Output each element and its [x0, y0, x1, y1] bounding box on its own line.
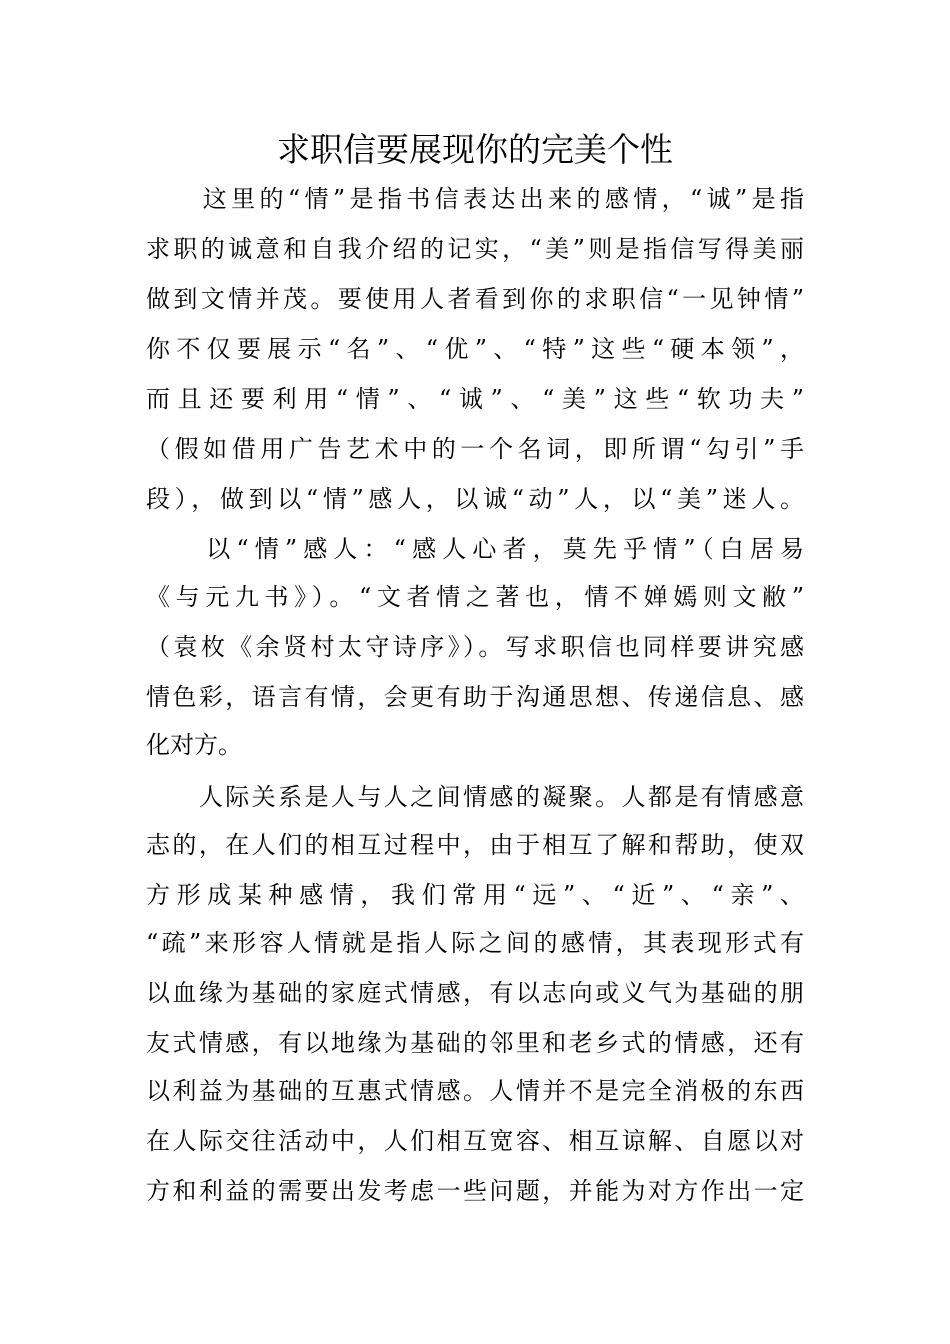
text-line-14: 志的，在人们的相互过程中，由于相互了解和帮助，使双: [146, 831, 804, 859]
text-line-1: 这里的“情”是指书信表达出来的感情，“诚”是指: [146, 185, 804, 213]
text-line-15: 方形成某种感情，我们常用“远”、“近”、“亲”、: [146, 881, 804, 909]
text-line-8: 以“情”感人：“感人心者，莫先乎情”（白居易: [146, 535, 804, 563]
text-line-12: 化对方。: [146, 731, 242, 759]
text-line-16: “疏”来形容人情就是指人际之间的感情，其表现形式有: [146, 929, 804, 957]
text-line-19: 以利益为基础的互惠式情感。人情并不是完全消极的东西: [146, 1077, 804, 1105]
text-line-3: 做到文情并茂。要使用人者看到你的求职信“一见钟情”: [146, 285, 804, 313]
text-line-2: 求职的诚意和自我介绍的记实，“美”则是指信写得美丽: [146, 235, 804, 263]
text-line-6: （假如借用广告艺术中的一个名词，即所谓“勾引”手: [146, 435, 804, 463]
text-line-9: 《与元九书》）。“文者情之著也，情不婵嫣则文敝”: [146, 583, 804, 611]
text-line-17: 以血缘为基础的家庭式情感，有以志向或义气为基础的朋: [146, 979, 804, 1007]
text-line-21: 方和利益的需要出发考虑一些问题，并能为对方作出一定: [146, 1177, 804, 1205]
text-line-10: （袁枚《余贤村太守诗序》）。写求职信也同样要讲究感: [146, 633, 804, 661]
text-line-5: 而且还要利用“情”、“诚”、“美”这些“软功夫”: [146, 385, 804, 413]
text-line-4: 你不仅要展示“名”、“优”、“特”这些“硬本领”，: [146, 335, 804, 363]
text-line-13: 人际关系是人与人之间情感的凝聚。人都是有情感意: [146, 783, 804, 811]
text-line-11: 情色彩，语言有情，会更有助于沟通思想、传递信息、感: [146, 683, 804, 711]
text-line-20: 在人际交往活动中，人们相互宽容、相互谅解、自愿以对: [146, 1127, 804, 1155]
document-title: 求职信要展现你的完美个性: [277, 130, 673, 169]
text-line-18: 友式情感，有以地缘为基础的邻里和老乡式的情感，还有: [146, 1029, 804, 1057]
text-line-7: 段），做到以“情”感人，以诚“动”人，以“美”迷人。: [146, 485, 804, 513]
